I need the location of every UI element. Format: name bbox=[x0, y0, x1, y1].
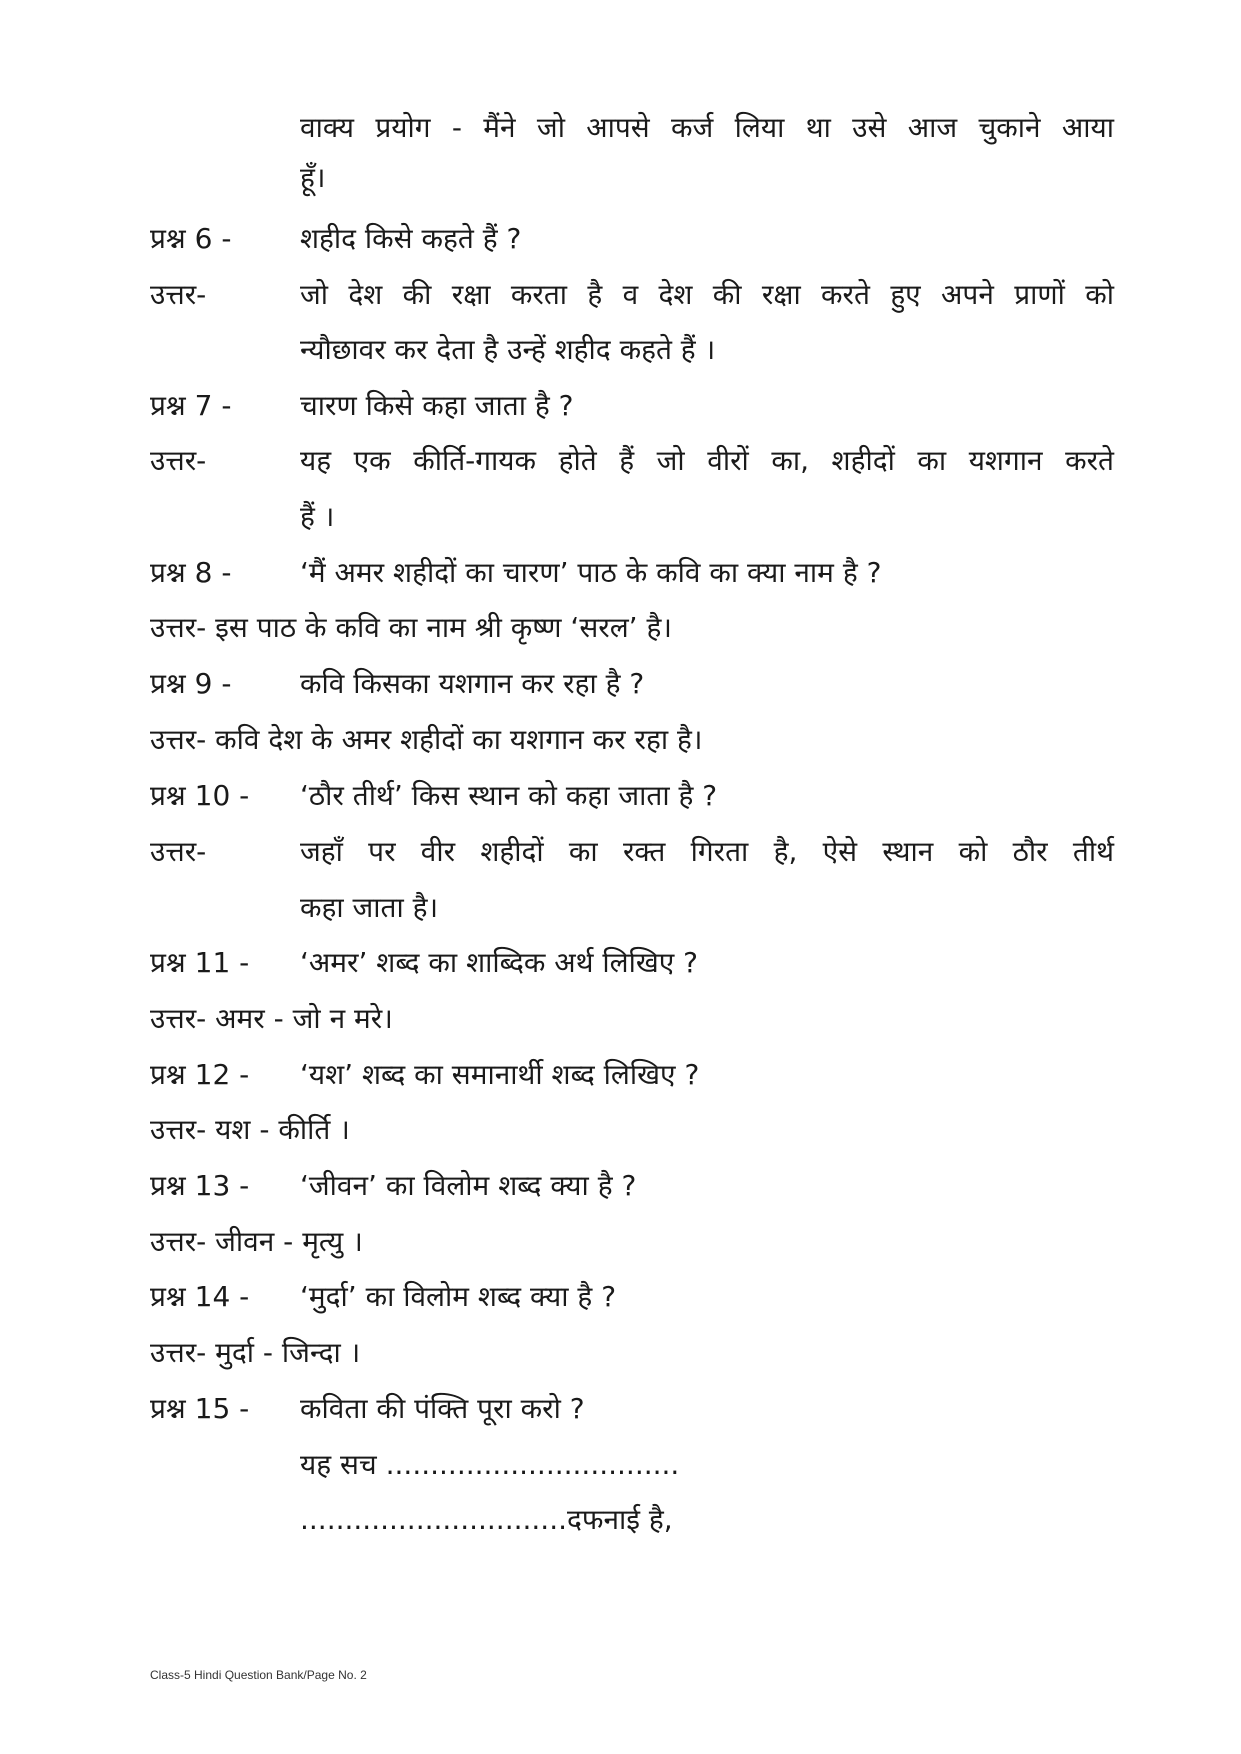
answer-12: उत्तर- यश - कीर्ति । bbox=[150, 1113, 350, 1146]
question-7-text: चारण किसे कहा जाता है ? bbox=[300, 389, 574, 422]
question-8-label: प्रश्न 8 - bbox=[150, 556, 232, 589]
answer-6-text: जो देश की रक्षा करता है व देश की रक्षा करते हुए अपने प्राणों को bbox=[300, 278, 1114, 311]
question-14-label: प्रश्न 14 - bbox=[150, 1280, 250, 1313]
question-15-text: कविता की पंक्ति पूरा करो ? bbox=[300, 1392, 585, 1425]
question-9-label: प्रश्न 9 - bbox=[150, 667, 232, 700]
page-footer: Class-5 Hindi Question Bank/Page No. 2 bbox=[150, 1668, 367, 1682]
question-6-text: शहीद किसे कहते हैं ? bbox=[300, 222, 522, 255]
answer-7-text-continued: हैं । bbox=[300, 500, 335, 533]
answer-7-label: उत्तर- bbox=[150, 444, 207, 477]
answer-8: उत्तर- इस पाठ के कवि का नाम श्री कृष्ण ‘सरल’ है। bbox=[150, 611, 672, 644]
answer-9: उत्तर- कवि देश के अमर शहीदों का यशगान कर रहा है। bbox=[150, 723, 703, 756]
answer-10-label: उत्तर- bbox=[150, 835, 207, 868]
question-12-text: ‘यश’ शब्द का समानार्थी शब्द लिखिए ? bbox=[300, 1058, 700, 1091]
question-7-label: प्रश्न 7 - bbox=[150, 389, 232, 422]
question-6-label: प्रश्न 6 - bbox=[150, 222, 232, 255]
question-14-text: ‘मुर्दा’ का विलोम शब्द क्या है ? bbox=[300, 1280, 617, 1313]
sentence-usage-line-continued: हूँ। bbox=[300, 161, 326, 194]
question-15-blank-line-1: यह सच ................................. bbox=[300, 1448, 680, 1481]
answer-14: उत्तर- मुर्दा - जिन्दा । bbox=[150, 1336, 361, 1369]
answer-13: उत्तर- जीवन - मृत्यु । bbox=[150, 1225, 363, 1258]
question-8-text: ‘मैं अमर शहीदों का चारण’ पाठ के कवि का क्या नाम है ? bbox=[300, 556, 882, 589]
answer-6-label: उत्तर- bbox=[150, 278, 207, 311]
question-11-text: ‘अमर’ शब्द का शाब्दिक अर्थ लिखिए ? bbox=[300, 946, 699, 979]
answer-6-text-continued: न्यौछावर कर देता है उन्हें शहीद कहते हैं । bbox=[300, 333, 716, 366]
question-11-label: प्रश्न 11 - bbox=[150, 946, 250, 979]
question-15-label: प्रश्न 15 - bbox=[150, 1392, 250, 1425]
question-10-text: ‘ठौर तीर्थ’ किस स्थान को कहा जाता है ? bbox=[300, 779, 718, 812]
answer-10-text: जहाँ पर वीर शहीदों का रक्त गिरता है, ऐसे स्थान को ठौर तीर्थ bbox=[300, 835, 1114, 868]
answer-10-text-continued: कहा जाता है। bbox=[300, 891, 439, 924]
question-10-label: प्रश्न 10 - bbox=[150, 779, 250, 812]
answer-7-text: यह एक कीर्ति-गायक होते हैं जो वीरों का, शहीदों का यशगान करते bbox=[300, 444, 1114, 477]
answer-11: उत्तर- अमर - जो न मरे। bbox=[150, 1002, 393, 1035]
question-13-text: ‘जीवन’ का विलोम शब्द क्या है ? bbox=[300, 1169, 637, 1202]
question-13-label: प्रश्न 13 - bbox=[150, 1169, 250, 1202]
question-15-blank-line-2: ..............................दफनाई है, bbox=[300, 1503, 673, 1536]
question-9-text: कवि किसका यशगान कर रहा है ? bbox=[300, 667, 645, 700]
sentence-usage-line: वाक्य प्रयोग - मैंने जो आपसे कर्ज लिया था उसे आज चुकाने आया bbox=[300, 111, 1114, 144]
question-12-label: प्रश्न 12 - bbox=[150, 1058, 250, 1091]
